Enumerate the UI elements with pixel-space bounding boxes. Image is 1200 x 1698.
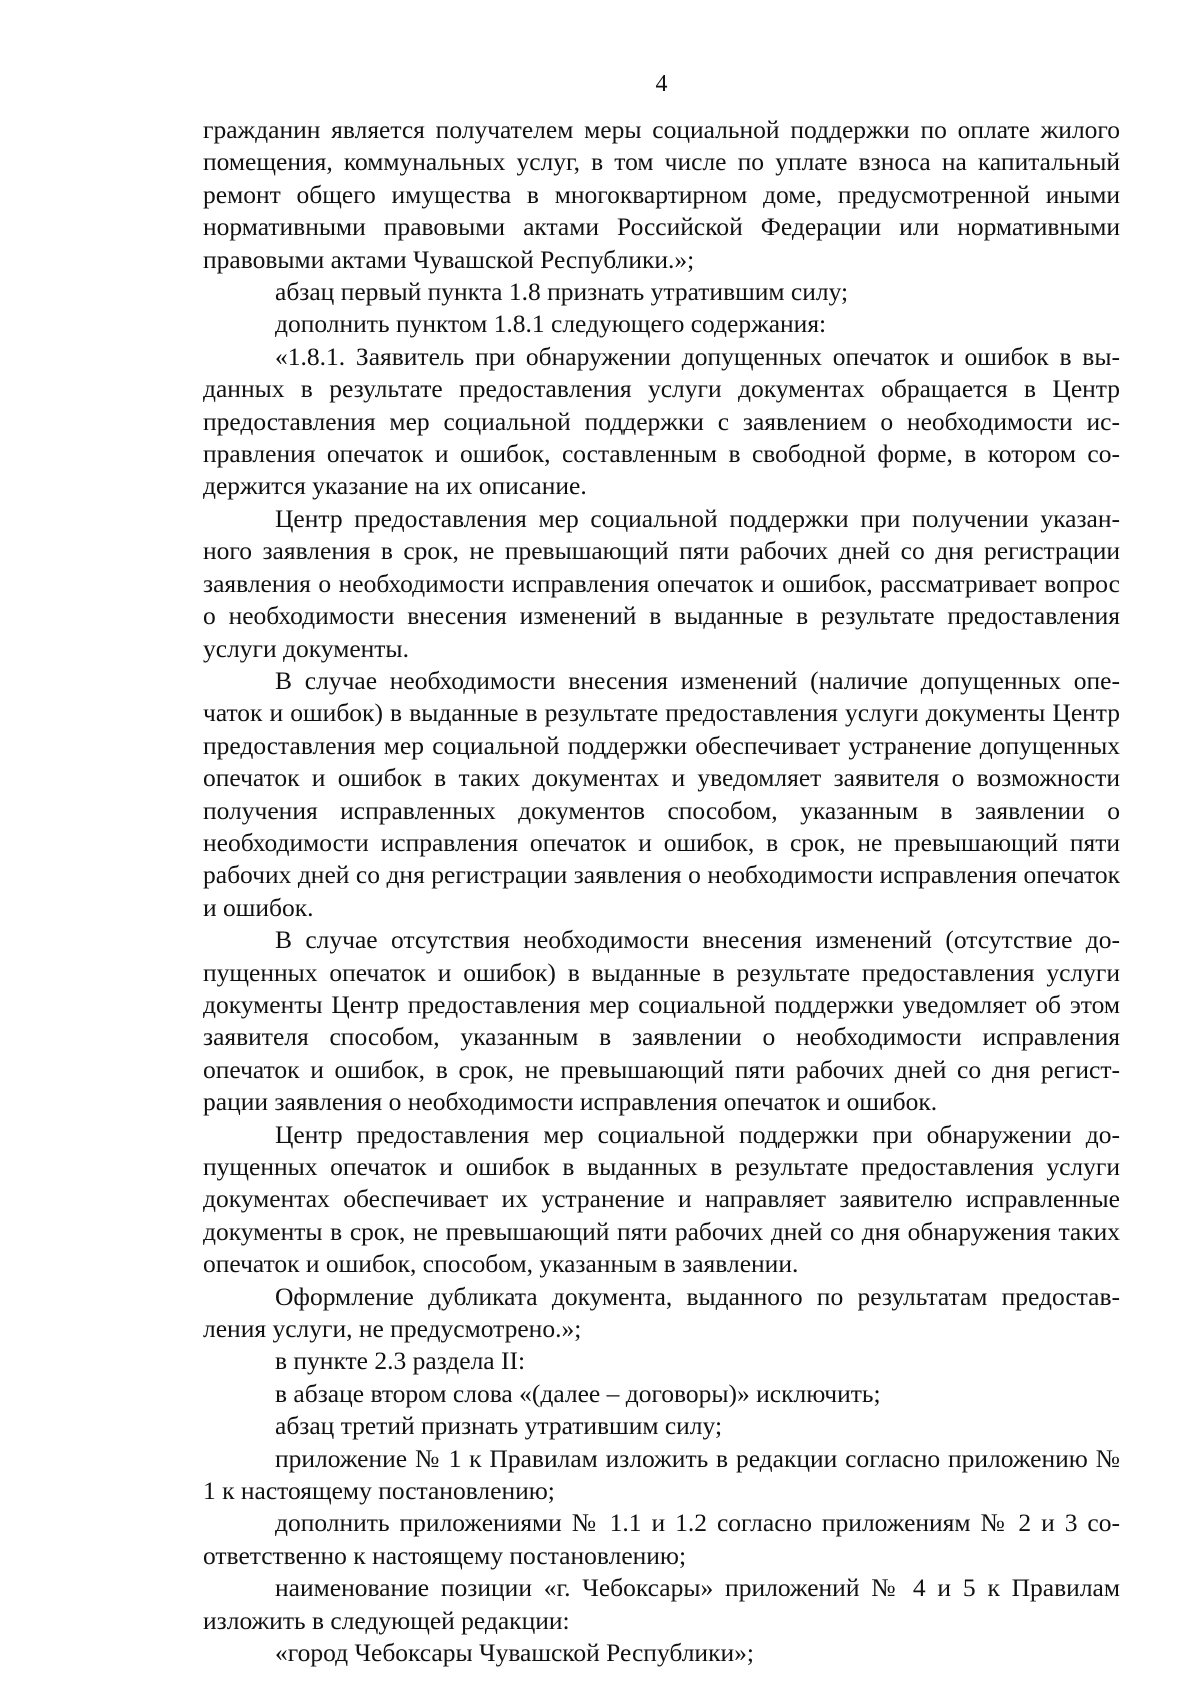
paragraph: Центр предоставления мер социальной поддержки при получении указанного заявления в срок, не превышающий пяти рабочих дней со дня регистрации заявления о необходимости исправления опечаток и ошибок, рассматривает вопрос о необходимости внесения изменений в выданные в результате предоставления услуги документы. bbox=[203, 503, 1120, 663]
paragraph: в пункте 2.3 раздела II: bbox=[275, 1346, 526, 1376]
paragraph: Оформление дубликата документа, выданного по результатам предоставления услуги, не предусмотрено.»; bbox=[203, 1281, 1120, 1344]
paragraph: В случае необходимости внесения изменений (наличие допущенных опечаток и ошибок) в выданные в результате предоставления услуги документы Центр предоставления мер социальной поддержки обеспечивает устранение допущенных опечаток и ошибок в таких документах и уведомляет заявителя о возможности получения исправленных документов способом, указанным в заявлении о необходимости исправления опечаток и ошибок, в срок, не превышающий пяти рабочих дней со дня регистрации заявления о необходимости исправления опечаток и ошибок. bbox=[203, 665, 1120, 922]
paragraph: абзац третий признать утратившим силу; bbox=[275, 1411, 723, 1441]
paragraph: Центр предоставления мер социальной поддержки при обнаружении допущенных опечаток и ошибок в выданных в результате предоставления услуги документах обеспечивает их устранение и направляет заявителю исправленные документы в срок, не превышающий пяти рабочих дней со дня обнаружения таких опечаток и ошибок, способом, указанным в заявлении. bbox=[203, 1119, 1120, 1279]
document-page bbox=[203, 70, 1120, 1670]
document-body bbox=[203, 114, 1120, 1670]
paragraph: гражданин является получателем меры социальной поддержки по оплате жилого помещения, коммунальных услуг, в том числе по уплате взноса на капитальный ремонт общего имущества в многоквартирном доме, предусмотренной иными нормативными правовыми актами Российской Федерации или нормативными правовыми актами Чувашской Республики.»; bbox=[203, 115, 1120, 274]
paragraph: наименование позиции «г. Чебоксары» приложений № 4 и 5 к Правилам изложить в следующей редакции: bbox=[203, 1573, 1120, 1635]
paragraph: дополнить приложениями № 1.1 и 1.2 согласно приложениям № 2 и 3 соответственно к настоящему постановлению; bbox=[203, 1508, 1120, 1570]
paragraph: В случае отсутствия необходимости внесения изменений (отсутствие допущенных опечаток и ошибок) в выданные в результате предоставления услуги документы Центр предоставления мер социальной поддержки уведомляет об этом заявителя способом, указанным в заявлении о необходимости исправления опечаток и ошибок, в срок, не превышающий пяти рабочих дней со дня регистрации заявления о необходимости исправления опечаток и ошибок. bbox=[203, 925, 1120, 1117]
page-number: 4 bbox=[655, 71, 668, 97]
paragraph: дополнить пунктом 1.8.1 следующего содержания: bbox=[275, 309, 827, 339]
paragraph: «1.8.1. Заявитель при обнаружении допущенных опечаток и ошибок в выданных в результате предоставления услуги документах обращается в Центр предоставления мер социальной поддержки с заявлением о необходимости исправления опечаток и ошибок, составленным в свободной форме, в котором содержится указание на их описание. bbox=[203, 341, 1120, 501]
paragraph: абзац первый пункта 1.8 признать утратившим силу; bbox=[275, 277, 849, 307]
paragraph: «город Чебоксары Чувашской Республики»; bbox=[275, 1638, 754, 1668]
paragraph: приложение № 1 к Правилам изложить в редакции согласно приложению № 1 к настоящему постановлению; bbox=[203, 1443, 1120, 1506]
paragraph: в абзаце втором слова «(далее – договоры)» исключить; bbox=[275, 1378, 881, 1408]
